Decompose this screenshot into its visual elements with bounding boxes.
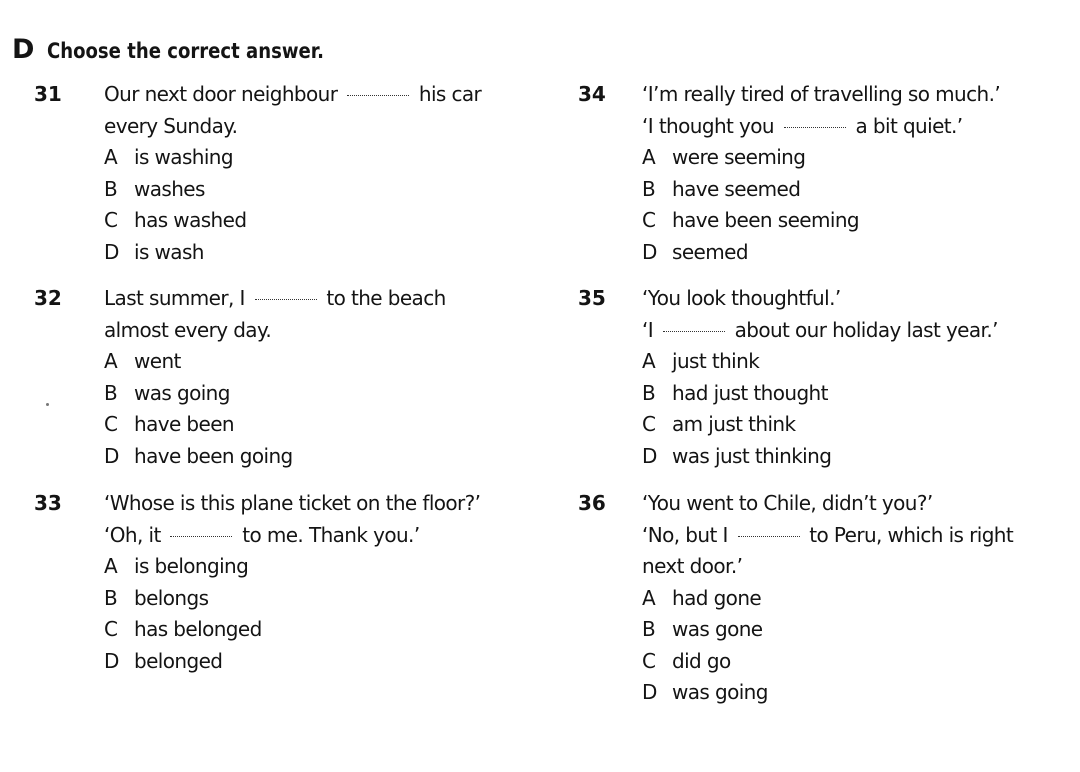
option-letter: B [642,617,656,641]
question-text: Our next door neighbour [104,82,344,106]
question-text: his car [413,82,482,106]
option-letter: D [104,239,119,264]
option-c [642,646,1062,678]
option-c [104,205,524,237]
question-line [642,315,1062,347]
question-line [642,488,1062,520]
option-text: washes [134,176,205,201]
option-text: has washed [134,208,247,232]
question-line [104,111,524,143]
option-b [642,378,1062,410]
option-b [104,378,524,410]
question-body [642,283,1062,472]
option-text: were seeming [672,145,806,169]
question-text: about our holiday last year.’ [728,317,998,342]
option-text: is washing [134,145,233,169]
question-line [642,551,1062,583]
option-letter: C [642,648,656,673]
option-d [642,441,1062,473]
option-letter: A [642,585,656,610]
question-body [104,283,524,472]
option-a [642,346,1062,378]
option-text: went [134,349,181,373]
section-instruction: Choose the correct answer. [47,39,325,63]
option-text: is wash [134,239,204,264]
option-letter: B [104,585,118,610]
option-text: belongs [134,585,209,610]
question-number: 34 [578,82,606,106]
question-number: 32 [34,286,62,310]
option-letter: A [104,349,118,373]
option-c [642,205,1062,237]
option-letter: B [104,176,118,201]
option-b [104,583,524,615]
option-text: have seemed [672,176,801,201]
option-text: have been seeming [672,208,860,232]
question-line [642,283,1062,315]
question-line [104,520,524,552]
option-b [642,174,1062,206]
option-text: belonged [134,648,223,673]
option-a [642,583,1062,615]
option-text: have been [134,412,235,436]
option-letter: C [104,412,118,436]
option-letter: B [642,176,656,201]
option-text: is belonging [134,554,249,578]
option-letter: D [104,648,119,673]
question-line [104,283,524,315]
option-d [104,237,524,269]
question-body [642,79,1062,268]
answer-gap [738,536,800,537]
question-text: a bit quiet.’ [849,113,963,138]
option-letter: C [104,208,118,232]
question-body [642,488,1062,709]
question-text: ‘I thought you [642,113,780,138]
option-letter: A [104,554,118,578]
option-text: was gone [672,617,763,641]
question-text: every Sunday. [104,113,238,138]
question-number: 35 [578,286,606,310]
option-a [104,346,524,378]
stray-mark [46,403,49,406]
option-a [104,142,524,174]
option-c [104,614,524,646]
option-letter: A [104,145,118,169]
option-d [104,646,524,678]
question-text: next door.’ [642,554,743,578]
question-body [104,79,524,268]
answer-gap [784,127,846,128]
option-d [104,441,524,473]
question-line [642,520,1062,552]
question-text: ‘I’m really tired of travelling so much.’ [642,82,1001,106]
option-text: was going [134,380,230,405]
question-text: to the beach [320,286,446,310]
option-letter: C [104,617,118,641]
option-a [642,142,1062,174]
question-number: 31 [34,82,62,106]
option-text: seemed [672,239,748,264]
option-letter: B [642,380,656,405]
option-d [642,677,1062,709]
option-letter: C [642,208,656,232]
option-text: was just thinking [672,443,832,468]
answer-gap [663,331,725,332]
answer-gap [170,536,232,537]
option-c [104,409,524,441]
question-text: to Peru, which is right [803,522,1014,547]
option-text: has belonged [134,617,262,641]
question-line [642,111,1062,143]
option-text: had just thought [672,380,828,405]
option-a [104,551,524,583]
question-line [642,79,1062,111]
option-text: was going [672,680,768,704]
question-text: ‘You went to Chile, didn’t you?’ [642,491,933,515]
option-letter: B [104,380,118,405]
question-text: ‘I [642,317,659,342]
question-text: ‘Oh, it [104,522,167,547]
answer-gap [347,95,409,96]
option-letter: C [642,412,656,436]
question-number: 33 [34,491,62,515]
section-letter: D [12,34,34,65]
answer-gap [255,299,317,300]
option-letter: D [642,239,657,264]
question-line [104,315,524,347]
option-letter: D [104,443,119,468]
option-text: just think [672,349,760,373]
option-letter: D [642,443,657,468]
question-text: almost every day. [104,317,272,342]
option-text: had gone [672,585,762,610]
question-text: to me. Thank you.’ [236,522,420,547]
option-letter: D [642,680,657,704]
question-text: Last summer, I [104,286,251,310]
option-letter: A [642,145,656,169]
section-heading [12,34,369,65]
option-text: have been going [134,443,293,468]
option-b [642,614,1062,646]
question-number: 36 [578,491,606,515]
question-line [104,488,524,520]
question-text: ‘Whose is this plane ticket on the floor?’ [104,491,481,515]
question-body [104,488,524,677]
option-letter: A [642,349,656,373]
option-d [642,237,1062,269]
option-c [642,409,1062,441]
option-text: did go [672,648,731,673]
question-text: ‘You look thoughtful.’ [642,286,841,310]
question-line [104,79,524,111]
option-text: am just think [672,412,796,436]
question-text: ‘No, but I [642,522,734,547]
option-b [104,174,524,206]
